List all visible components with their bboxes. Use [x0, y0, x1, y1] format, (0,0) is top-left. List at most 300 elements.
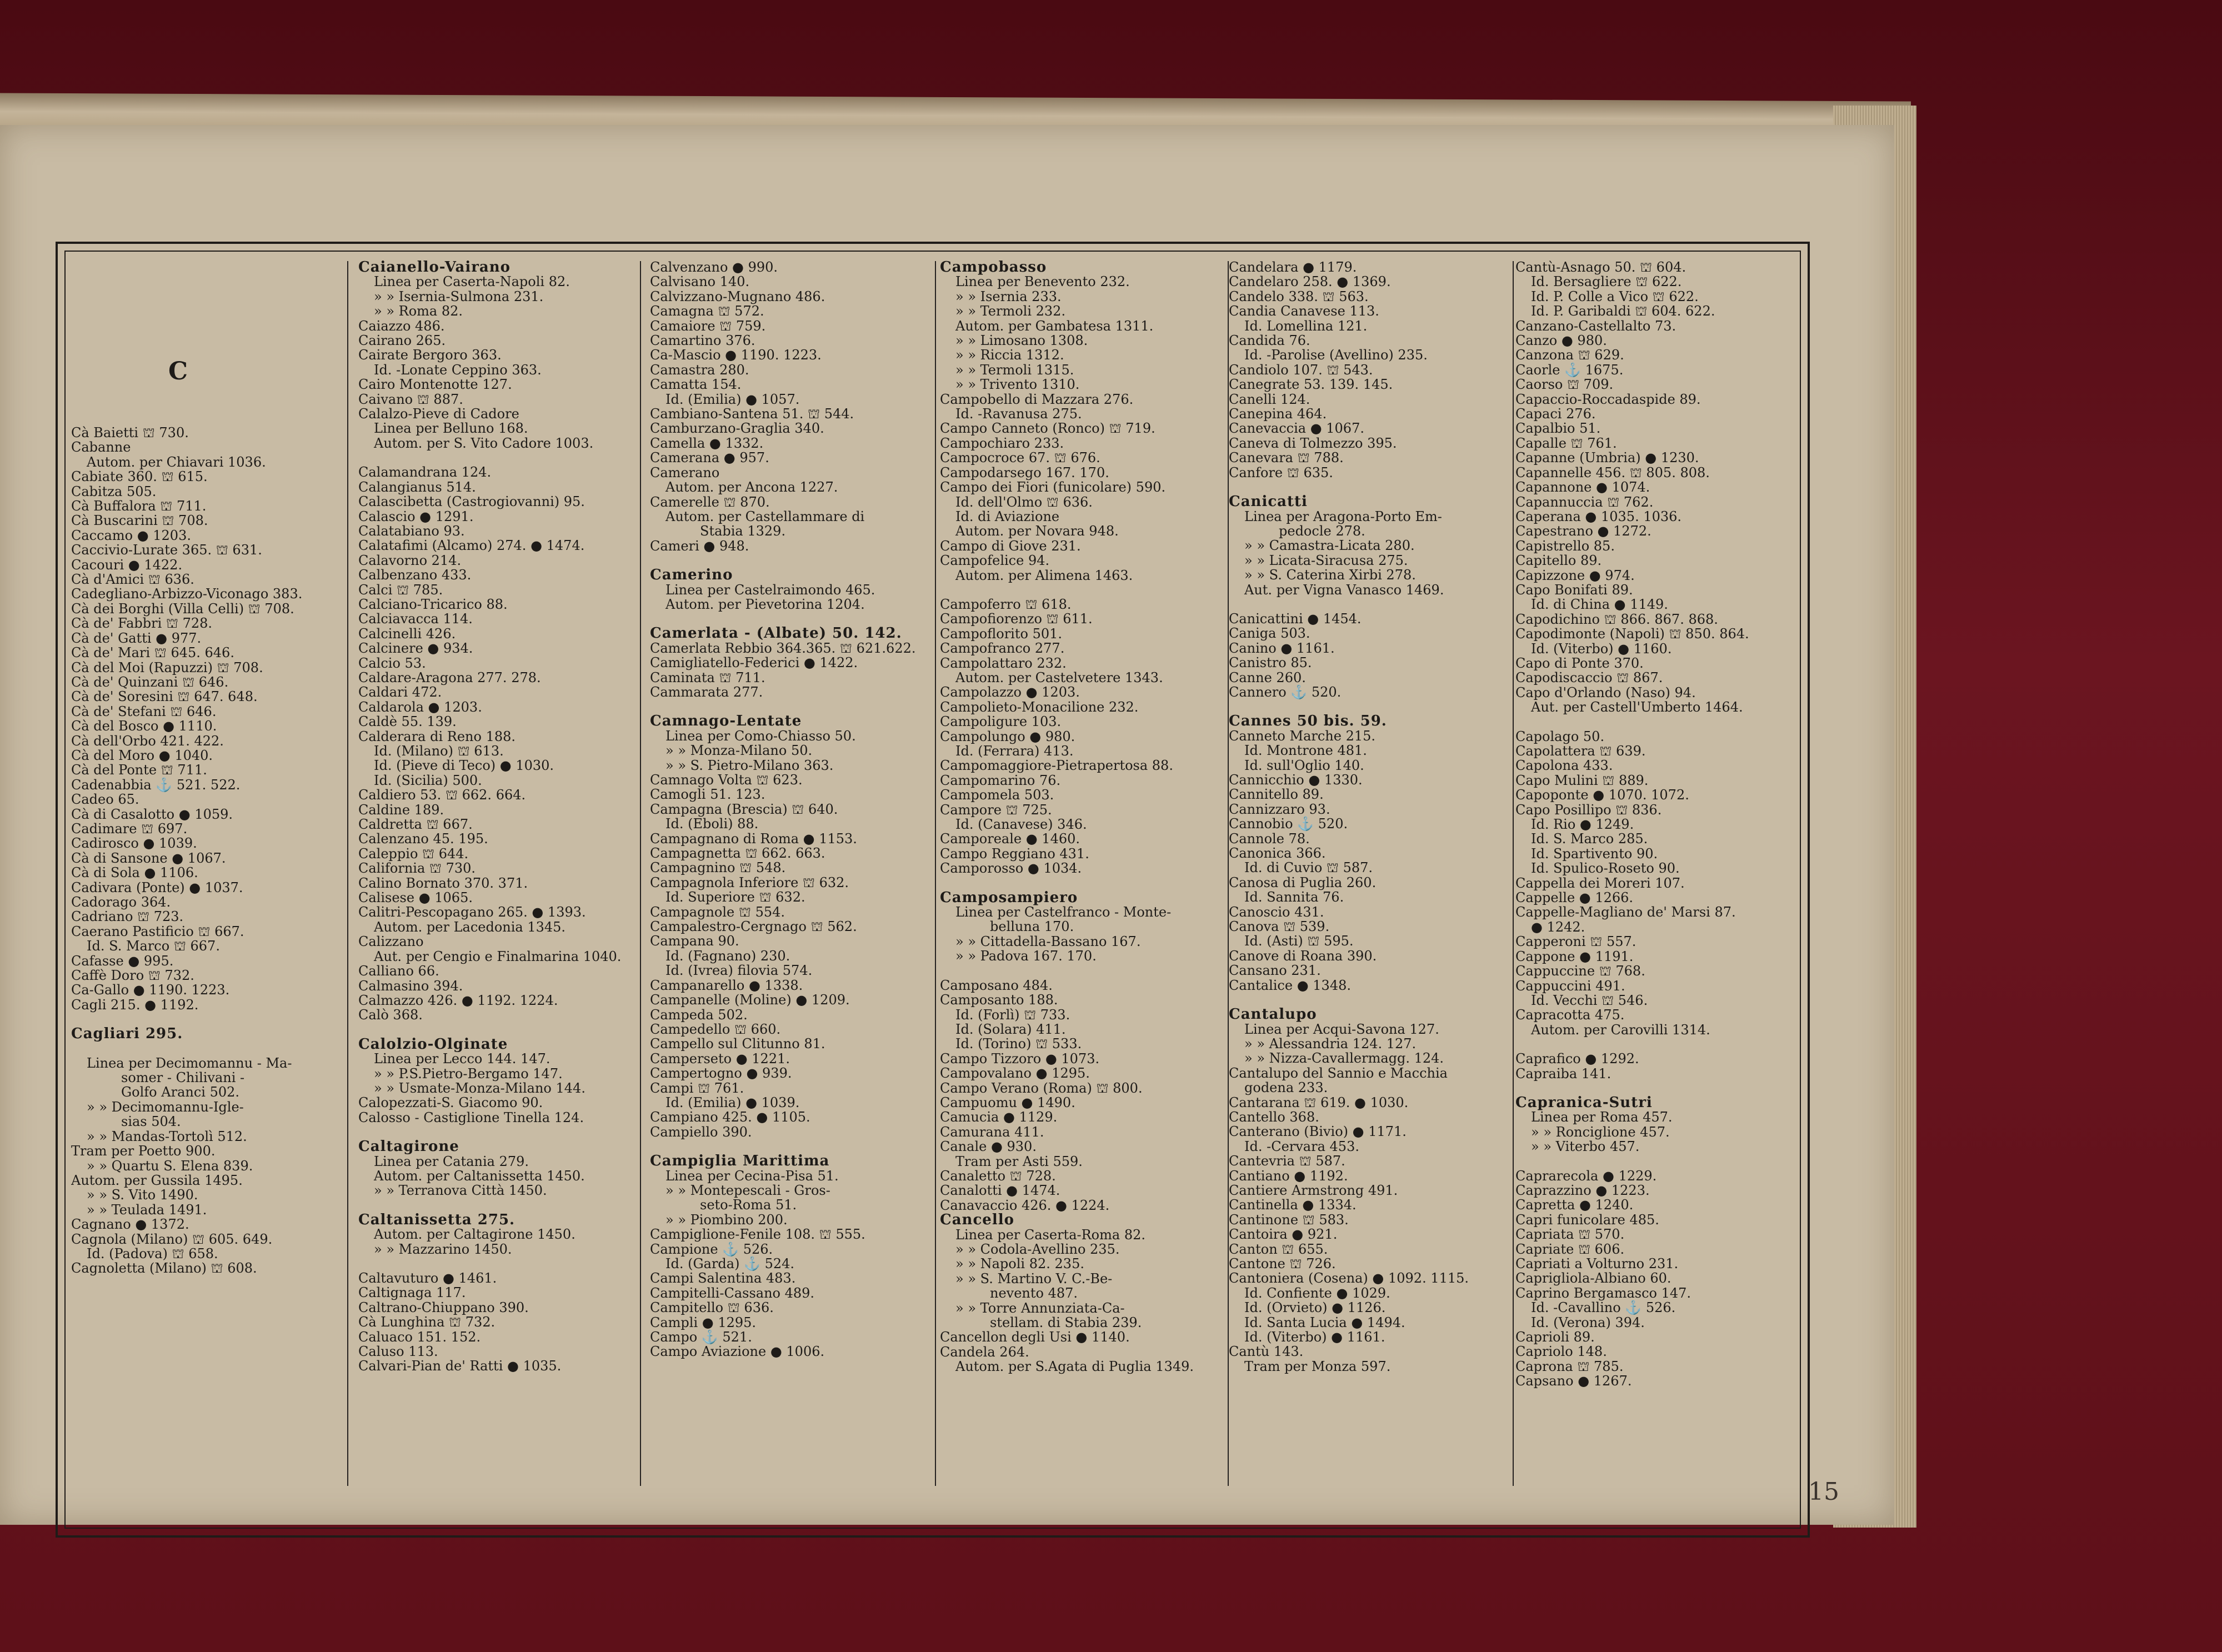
- index-entry: ● 1242.: [1531, 919, 1585, 935]
- index-heading: Camerino: [650, 567, 733, 584]
- index-entry: Capanne (Umbria) ● 1230.: [1515, 450, 1699, 466]
- index-entry: » » Codola-Avellino 235.: [955, 1241, 1120, 1257]
- spacer: [1515, 1037, 1801, 1052]
- index-entry: Autom. per Gambatesa 1311.: [955, 318, 1154, 334]
- index-entry: Capestrano ● 1272.: [1515, 523, 1652, 539]
- index-entry: Cagli 215. ● 1192.: [71, 997, 199, 1013]
- index-entry: Capoponte ● 1070. 1072.: [1515, 787, 1689, 803]
- index-entry: Capretta ● 1240.: [1515, 1197, 1634, 1213]
- index-entry: Calcio 53.: [358, 655, 426, 671]
- index-entry: Calino Bornato 370. 371.: [358, 875, 528, 891]
- index-entry: Caniga 503.: [1229, 625, 1310, 642]
- index-entry: Campagna (Brescia) ⛫ 640.: [650, 801, 838, 817]
- index-entry: Id. (Pieve di Teco) ● 1030.: [374, 758, 554, 774]
- index-entry: Campofelice 94.: [940, 553, 1050, 569]
- index-entry: Id. S. Marco 285.: [1531, 831, 1648, 847]
- index-entry: Calciano-Tricarico 88.: [358, 596, 508, 612]
- index-entry: Calciavacca 114.: [358, 611, 473, 627]
- index-entry: Canevara ⛫ 788.: [1229, 450, 1344, 466]
- index-entry: Campo Tizzoro ● 1073.: [940, 1050, 1100, 1067]
- index-entry: Capo d'Orlando (Naso) 94.: [1515, 684, 1696, 700]
- index-entry: Cà del Moi (Rapuzzi) ⛫ 708.: [71, 659, 263, 675]
- index-entry: Caneva di Tolmezzo 395.: [1229, 435, 1397, 451]
- spacer: [650, 1139, 933, 1154]
- index-entry: » » Cittadella-Bassano 167.: [955, 933, 1141, 949]
- index-entry: Capracotta 475.: [1515, 1007, 1625, 1023]
- index-entry: Id. Rio ● 1249.: [1531, 817, 1634, 833]
- index-entry: Cadimare ⛫ 697.: [71, 820, 188, 837]
- index-entry: Id. (Fagnano) 230.: [665, 948, 790, 964]
- index-heading: Calolzio-Olginate: [358, 1035, 508, 1053]
- index-entry: Cannobio ⚓ 520.: [1229, 816, 1348, 832]
- index-entry: Cantarana ⛫ 619. ● 1030.: [1229, 1094, 1409, 1110]
- index-entry: Linea per Caserta-Napoli 82.: [374, 274, 570, 290]
- index-entry: Capodimonte (Napoli) ⛫ 850. 864.: [1515, 626, 1749, 642]
- index-entry: Autom. per Gussila 1495.: [71, 1172, 243, 1188]
- index-entry: Caprona ⛫ 785.: [1515, 1358, 1624, 1374]
- index-entry: Caorle ⚓ 1675.: [1515, 362, 1624, 378]
- index-entry: Id. Santa Lucia ● 1494.: [1244, 1314, 1405, 1330]
- spacer: [71, 397, 343, 411]
- index-entry: Id. Spulico-Roseto 90.: [1531, 860, 1680, 877]
- index-entry: Calvenzano ● 990.: [650, 260, 778, 275]
- index-entry: Capolattera ⛫ 639.: [1515, 743, 1646, 759]
- index-entry: Candiolo 107. ⛫ 543.: [1229, 362, 1373, 378]
- index-entry: Campo Verano (Roma) ⛫ 800.: [940, 1080, 1143, 1096]
- index-entry: Campuomu ● 1490.: [940, 1094, 1075, 1110]
- index-entry: Campagnetta ⛫ 662. 663.: [650, 845, 825, 862]
- index-entry: Cà del Moro ● 1040.: [71, 747, 213, 763]
- index-entry: Id. (Viterbo) ● 1161.: [1244, 1329, 1385, 1345]
- index-entry: Cà Lunghina ⛫ 732.: [358, 1314, 496, 1330]
- index-entry: Caltavuturo ● 1461.: [358, 1270, 497, 1286]
- index-heading: Campiglia Marittima: [650, 1153, 830, 1170]
- index-heading: Caltanissetta 275.: [358, 1211, 516, 1228]
- index-entry: Campo Aviazione ● 1006.: [650, 1344, 825, 1360]
- index-entry: Capannone ● 1074.: [1515, 479, 1650, 495]
- index-entry: Canfore ⛫ 635.: [1229, 464, 1333, 480]
- index-entry: Campochiaro 233.: [940, 435, 1064, 451]
- index-entry: Ca-Mascio ● 1190. 1223.: [650, 347, 822, 363]
- index-entry: Golfo Aranci 502.: [121, 1084, 240, 1100]
- index-entry: California ⛫ 730.: [358, 860, 476, 877]
- index-entry: Stabia 1329.: [700, 523, 786, 539]
- index-entry: » » Usmate-Monza-Milano 144.: [374, 1080, 585, 1096]
- spacer: [650, 612, 933, 626]
- index-entry: Campione ⚓ 526.: [650, 1241, 773, 1257]
- index-column-6: [1515, 260, 1801, 1493]
- index-entry: Campo dei Fiori (funicolare) 590.: [940, 479, 1166, 495]
- section-letter: C: [168, 357, 188, 386]
- index-entry: Canaletto ⛫ 728.: [940, 1168, 1056, 1184]
- index-entry: Camperseto ● 1221.: [650, 1050, 790, 1067]
- index-entry: Cambiano-Santena 51. ⛫ 544.: [650, 406, 854, 422]
- index-heading: Campobasso: [940, 260, 1047, 276]
- spacer: [940, 583, 1226, 597]
- index-entry: Campagnino ⛫ 548.: [650, 860, 786, 876]
- index-entry: Cappelle-Magliano de' Marsi 87.: [1515, 904, 1736, 920]
- index-entry: Linea per Roma 457.: [1531, 1109, 1673, 1125]
- index-heading: Camposampiero: [940, 889, 1078, 906]
- index-entry: Id. (Milano) ⛫ 613.: [374, 743, 504, 759]
- spacer: [71, 274, 343, 289]
- index-entry: Capriata ⛫ 570.: [1515, 1227, 1625, 1243]
- index-entry: Campomarino 76.: [940, 772, 1061, 788]
- index-heading: Cagliari 295.: [71, 1025, 183, 1043]
- index-entry: » » Viterbo 457.: [1531, 1139, 1640, 1155]
- index-entry: Capri funicolare 485.: [1515, 1212, 1659, 1228]
- index-entry: Id. P. Garibaldi ⛫ 604. 622.: [1531, 303, 1715, 319]
- index-entry: Autom. per Pievetorina 1204.: [665, 596, 865, 612]
- index-entry: Canino ● 1161.: [1229, 640, 1335, 656]
- index-entry: Cà de' Gatti ● 977.: [71, 630, 202, 646]
- index-entry: Linea per Benevento 232.: [955, 274, 1130, 290]
- spacer: [940, 876, 1226, 890]
- index-entry: Canzo ● 980.: [1515, 333, 1607, 349]
- index-entry: » » Riccia 1312.: [955, 347, 1064, 363]
- index-entry: Cà di Sansone ● 1067.: [71, 850, 226, 866]
- index-entry: Calvisano 140.: [650, 274, 750, 290]
- index-entry: Capperoni ⛫ 557.: [1515, 934, 1637, 950]
- index-entry: Canistro 85.: [1229, 655, 1312, 671]
- index-entry: Cabiate 360. ⛫ 615.: [71, 469, 208, 485]
- index-entry: godena 233.: [1244, 1080, 1328, 1096]
- spacer: [650, 553, 933, 568]
- index-entry: » » Alessandria 124. 127.: [1244, 1035, 1417, 1052]
- index-entry: Camposano 484.: [940, 977, 1053, 993]
- index-entry: Campomaggiore-Pietrapertosa 88.: [940, 758, 1173, 774]
- index-entry: Id. (Torino) ⛫ 533.: [955, 1036, 1082, 1052]
- index-entry: Cà de' Fabbri ⛫ 728.: [71, 615, 213, 632]
- index-entry: Calci ⛫ 785.: [358, 582, 443, 598]
- index-entry: Calangianus 514.: [358, 479, 476, 495]
- index-entry: Cà de' Mari ⛫ 645. 646.: [71, 645, 234, 661]
- index-entry: Capsano ● 1267.: [1515, 1373, 1632, 1389]
- index-entry: Canzona ⛫ 629.: [1515, 347, 1624, 363]
- index-heading: Caltagirone: [358, 1138, 459, 1155]
- index-entry: Campagnola Inferiore ⛫ 632.: [650, 874, 849, 890]
- index-entry: » » Mazzarino 1450.: [374, 1241, 512, 1257]
- index-entry: Calatabiano 93.: [358, 523, 465, 539]
- index-entry: Candelaro 258. ● 1369.: [1229, 274, 1391, 290]
- index-entry: Calamandrana 124.: [358, 464, 492, 480]
- index-entry: Calenzano 45. 195.: [358, 831, 488, 847]
- index-entry: » » Ronciglione 457.: [1531, 1124, 1670, 1140]
- index-entry: Campoflorito 501.: [940, 625, 1063, 642]
- index-entry: Cabitza 505.: [71, 483, 157, 499]
- index-entry: Linea per Caserta-Roma 82.: [955, 1227, 1145, 1243]
- index-entry: Capistrello 85.: [1515, 538, 1615, 554]
- index-entry: Caperana ● 1035. 1036.: [1515, 508, 1682, 524]
- index-entry: » » Quartu S. Elena 839.: [87, 1158, 253, 1174]
- index-entry: Campofranco 277.: [940, 640, 1065, 657]
- spacer: [1229, 597, 1512, 612]
- index-entry: Canale ● 930.: [940, 1139, 1037, 1155]
- index-entry: » » Padova 167. 170.: [955, 948, 1097, 964]
- index-entry: Campi Salentina 483.: [650, 1270, 796, 1286]
- index-entry: Cancellon degli Usi ● 1140.: [940, 1329, 1130, 1345]
- index-entry: » » Trivento 1310.: [955, 377, 1080, 393]
- index-entry: Id. (Viterbo) ● 1160.: [1531, 640, 1672, 657]
- spacer: [1229, 993, 1512, 1007]
- index-entry: Caminata ⛫ 711.: [650, 669, 765, 685]
- spacer: [1515, 715, 1801, 729]
- index-entry: Campomela 503.: [940, 787, 1054, 803]
- index-entry: Caffè Doro ⛫ 732.: [71, 968, 194, 984]
- index-entry: Id. Montrone 481.: [1244, 743, 1367, 759]
- index-entry: Canoscio 431.: [1229, 904, 1324, 920]
- index-entry: Capo Mulini ⛫ 889.: [1515, 772, 1649, 788]
- index-entry: Capalle ⛫ 761.: [1515, 435, 1617, 451]
- index-entry: Cagnoletta (Milano) ⛫ 608.: [71, 1260, 257, 1276]
- index-entry: Caldiero 53. ⛫ 662. 664.: [358, 787, 526, 803]
- spacer: [71, 289, 343, 303]
- index-entry: Campoligure 103.: [940, 714, 1062, 730]
- index-column-1: [71, 260, 343, 1493]
- index-entry: Id. (Emilia) ● 1039.: [665, 1094, 800, 1110]
- index-entry: Camporosso ● 1034.: [940, 860, 1082, 877]
- index-entry: » » Isernia 233.: [955, 288, 1062, 304]
- index-entry: » » Licata-Siracusa 275.: [1244, 552, 1408, 568]
- index-entry: Cairate Bergoro 363.: [358, 347, 502, 363]
- index-entry: Campitelli-Cassano 489.: [650, 1285, 815, 1301]
- index-entry: Id. di Cuvio ⛫ 587.: [1244, 860, 1373, 876]
- index-entry: Id. di China ● 1149.: [1531, 597, 1668, 613]
- index-entry: Linea per Como-Chiasso 50.: [665, 728, 856, 744]
- index-entry: Cà dei Borghi (Villa Celli) ⛫ 708.: [71, 600, 294, 617]
- index-entry: Id. (Forlì) ⛫ 733.: [955, 1007, 1070, 1023]
- index-entry: Id. (Padova) ⛫ 658.: [87, 1245, 218, 1261]
- index-entry: Linea per Castelraimondo 465.: [665, 582, 875, 598]
- index-entry: Tram per Asti 559.: [955, 1153, 1083, 1169]
- index-entry: Cadegliano-Arbizzo-Viconago 383.: [71, 586, 303, 602]
- index-heading: Cantalupo: [1229, 1006, 1317, 1023]
- index-entry: Campolungo ● 980.: [940, 728, 1075, 744]
- index-entry: Caorso ⛫ 709.: [1515, 377, 1614, 393]
- index-entry: Canneto Marche 215.: [1229, 728, 1376, 744]
- index-entry: Id. P. Colle a Vico ⛫ 622.: [1531, 288, 1699, 304]
- index-entry: Calò 368.: [358, 1007, 423, 1023]
- index-entry: Campitello ⛫ 636.: [650, 1300, 774, 1316]
- index-entry: Caprafico ● 1292.: [1515, 1051, 1639, 1067]
- index-entry: Id. (Orvieto) ● 1126.: [1244, 1300, 1386, 1316]
- index-entry: Cantoira ● 921.: [1229, 1227, 1338, 1243]
- index-entry: Canonica 366.: [1229, 845, 1326, 862]
- index-entry: Capannuccia ⛫ 762.: [1515, 494, 1654, 510]
- index-entry: somer - Chilivani -: [121, 1070, 245, 1086]
- index-column-2: [358, 260, 636, 1493]
- index-entry: Canepina 464.: [1229, 406, 1327, 422]
- index-entry: Campo Canneto (Ronco) ⛫ 719.: [940, 420, 1155, 437]
- index-entry: Calliano 66.: [358, 963, 439, 979]
- index-entry: Cairano 265.: [358, 333, 446, 349]
- index-entry: Camurana 411.: [940, 1124, 1044, 1140]
- index-entry: Caldare-Aragona 277. 278.: [358, 669, 541, 685]
- index-entry: Cantù 143.: [1229, 1344, 1304, 1360]
- index-entry: Linea per Lecco 144. 147.: [374, 1051, 551, 1067]
- spacer: [71, 318, 343, 332]
- index-entry: Cà Buscarini ⛫ 708.: [71, 513, 208, 529]
- index-entry: Camerelle ⛫ 870.: [650, 494, 770, 510]
- index-heading: Capranica-Sutri: [1515, 1094, 1653, 1111]
- index-entry: » » Limosano 1308.: [955, 333, 1088, 349]
- index-entry: Aut. per Cengio e Finalmarina 1040.: [374, 948, 622, 964]
- index-entry: Id. (Ferrara) 413.: [955, 743, 1074, 759]
- index-entry: Cappella dei Moreri 107.: [1515, 875, 1685, 891]
- spacer: [358, 1023, 636, 1037]
- spacer: [650, 699, 933, 714]
- index-entry: Autom. per Caltagirone 1450.: [374, 1227, 575, 1243]
- index-entry: Campo ⚓ 521.: [650, 1329, 752, 1345]
- index-entry: Canzano-Castellalto 73.: [1515, 318, 1676, 334]
- index-entry: Cacouri ● 1422.: [71, 557, 183, 573]
- index-entry: Cà d'Amici ⛫ 636.: [71, 572, 194, 588]
- index-entry: Caerano Pastificio ⛫ 667.: [71, 923, 244, 939]
- index-entry: Caprazzino ● 1223.: [1515, 1182, 1650, 1198]
- index-entry: Linea per Decimomannu - Ma-: [87, 1055, 292, 1071]
- spacer: [358, 450, 636, 465]
- index-entry: Camerana ● 957.: [650, 450, 769, 466]
- index-entry: Id. (Garda) ⚓ 524.: [665, 1256, 795, 1271]
- index-entry: Tram per Poetto 900.: [71, 1143, 216, 1159]
- index-entry: Aut. per Castell'Umberto 1464.: [1531, 699, 1743, 715]
- index-entry: Campobello di Mazzara 276.: [940, 391, 1134, 407]
- index-entry: Camartino 376.: [650, 333, 755, 349]
- index-entry: nevento 487.: [990, 1285, 1078, 1301]
- index-entry: » » Piombino 200.: [665, 1212, 788, 1228]
- index-entry: Campo Reggiano 431.: [940, 845, 1089, 862]
- index-entry: Cà de' Stefani ⛫ 646.: [71, 703, 217, 719]
- index-entry: Canterano (Bivio) ● 1171.: [1229, 1124, 1407, 1140]
- index-entry: Caccamo ● 1203.: [71, 527, 191, 543]
- index-entry: Id. -Ravanusa 275.: [955, 406, 1082, 422]
- index-entry: Cadriano ⛫ 723.: [71, 909, 184, 925]
- spacer: [1515, 1081, 1801, 1095]
- index-entry: Camerano: [650, 464, 720, 480]
- index-entry: pedocle 278.: [1279, 523, 1365, 539]
- index-entry: Calmazzo 426. ● 1192. 1224.: [358, 992, 558, 1008]
- index-entry: Campolattaro 232.: [940, 655, 1067, 671]
- index-entry: Calalzo-Pieve di Cadore: [358, 406, 519, 422]
- index-entry: Campiello 390.: [650, 1124, 752, 1140]
- index-entry: Cannitello 89.: [1229, 787, 1324, 803]
- index-entry: Capolona 433.: [1515, 758, 1613, 774]
- index-entry: Cannero ⚓ 520.: [1229, 684, 1342, 700]
- spacer: [71, 411, 343, 425]
- index-column-3: [650, 260, 933, 1493]
- index-entry: » » Termoli 1315.: [955, 362, 1074, 378]
- index-entry: Campertogno ● 939.: [650, 1065, 792, 1082]
- index-entry: » » Nizza-Cavallermagg. 124.: [1244, 1050, 1444, 1067]
- index-entry: Camporeale ● 1460.: [940, 831, 1080, 847]
- index-entry: Cantù-Asnago 50. ⛫ 604.: [1515, 260, 1686, 275]
- index-entry: » » S. Vito 1490.: [87, 1187, 198, 1203]
- spacer: [358, 1198, 636, 1213]
- index-entry: Camella ● 1332.: [650, 435, 764, 451]
- index-entry: Calderara di Reno 188.: [358, 728, 516, 744]
- index-heading: Camnago-Lentate: [650, 713, 802, 730]
- spacer: [940, 964, 1226, 978]
- index-entry: Capaccio-Roccadaspide 89.: [1515, 391, 1701, 407]
- index-entry: Candela 264.: [940, 1344, 1029, 1360]
- index-entry: Calcinelli 426.: [358, 625, 456, 642]
- index-entry: Camerlata Rebbio 364.365. ⛫ 621.622.: [650, 640, 916, 656]
- index-entry: Cà del Ponte ⛫ 711.: [71, 762, 207, 778]
- index-entry: Cappuccini 491.: [1515, 978, 1625, 994]
- index-column-4: [940, 260, 1226, 1493]
- index-entry: Campo di Giove 231.: [940, 538, 1081, 554]
- index-entry: Autom. per Novara 948.: [955, 523, 1119, 539]
- index-entry: Cà Buffalora ⛫ 711.: [71, 498, 207, 514]
- index-entry: Cà de' Quinzani ⛫ 646.: [71, 674, 229, 690]
- column-divider: [347, 261, 348, 1486]
- index-entry: Canicattini ● 1454.: [1229, 610, 1362, 627]
- index-entry: Caltrano-Chiuppano 390.: [358, 1299, 529, 1315]
- index-entry: Cadenabbia ⚓ 521. 522.: [71, 777, 241, 793]
- index-entry: Cafasse ● 995.: [71, 953, 174, 969]
- index-entry: Id. (Verona) 394.: [1531, 1314, 1645, 1330]
- index-entry: Campiano 425. ● 1105.: [650, 1109, 810, 1125]
- index-entry: » » Napoli 82. 235.: [955, 1256, 1084, 1272]
- index-entry: Cappuccine ⛫ 768.: [1515, 963, 1645, 979]
- index-entry: Calcinere ● 934.: [358, 640, 473, 657]
- index-entry: Campodarsego 167. 170.: [940, 464, 1109, 480]
- index-entry: » » Terranova Città 1450.: [374, 1183, 547, 1199]
- index-entry: Capitello 89.: [1515, 553, 1602, 569]
- spacer: [71, 332, 343, 347]
- index-entry: Calatafimi (Alcamo) 274. ● 1474.: [358, 538, 585, 554]
- index-entry: belluna 170.: [990, 919, 1074, 935]
- index-entry: Campocroce 67. ⛫ 676.: [940, 450, 1100, 466]
- index-entry: Caluso 113.: [358, 1344, 438, 1360]
- index-entry: Cadorago 364.: [71, 894, 171, 910]
- index-entry: Candida 76.: [1229, 333, 1310, 349]
- index-entry: Caldarola ● 1203.: [358, 699, 482, 715]
- index-entry: Canove di Roana 390.: [1229, 948, 1377, 964]
- index-entry: Autom. per Carovilli 1314.: [1531, 1022, 1710, 1038]
- index-entry: Cansano 231.: [1229, 963, 1321, 979]
- index-entry: Id. dell'Olmo ⛫ 636.: [955, 494, 1093, 510]
- index-entry: » » Isernia-Sulmona 231.: [374, 288, 544, 304]
- index-entry: Cà de' Soresini ⛫ 647. 648.: [71, 689, 258, 705]
- index-entry: Id. Bersagliere ⛫ 622.: [1531, 274, 1682, 290]
- index-entry: Cannicchio ● 1330.: [1229, 772, 1363, 788]
- index-entry: Id. Lomellina 121.: [1244, 318, 1368, 334]
- index-entry: Campofiorenzo ⛫ 611.: [940, 611, 1093, 627]
- index-entry: Calosso - Castiglione Tinella 124.: [358, 1109, 584, 1125]
- index-entry: Linea per Acqui-Savona 127.: [1244, 1021, 1439, 1037]
- index-entry: Camatta 154.: [650, 377, 742, 393]
- index-entry: Cadeo 65.: [71, 792, 139, 808]
- index-entry: Autom. per Alimena 1463.: [955, 567, 1133, 583]
- index-entry: Id. (Ivrea) filovia 574.: [665, 963, 813, 979]
- index-entry: Candelo 338. ⛫ 563.: [1229, 288, 1369, 304]
- index-entry: » » Teulada 1491.: [87, 1202, 207, 1218]
- index-entry: Calmasino 394.: [358, 978, 463, 994]
- index-entry: stellam. di Stabia 239.: [990, 1315, 1142, 1331]
- index-entry: Cameri ● 948.: [650, 538, 749, 554]
- index-entry: Cadirosco ● 1039.: [71, 835, 197, 852]
- index-entry: Cantello 368.: [1229, 1109, 1319, 1125]
- index-entry: Id. (Solara) 411.: [955, 1021, 1066, 1037]
- index-entry: Capaci 276.: [1515, 406, 1596, 422]
- index-entry: Id. (Sicilia) 500.: [374, 772, 482, 788]
- index-entry: Id. Superiore ⛫ 632.: [665, 889, 805, 905]
- index-entry: Id. Vecchi ⛫ 546.: [1531, 992, 1648, 1008]
- index-entry: Cantoniera (Cosena) ● 1092. 1115.: [1229, 1270, 1469, 1286]
- index-entry: Campli ● 1295.: [650, 1314, 757, 1330]
- index-entry: Campoferro ⛫ 618.: [940, 596, 1072, 612]
